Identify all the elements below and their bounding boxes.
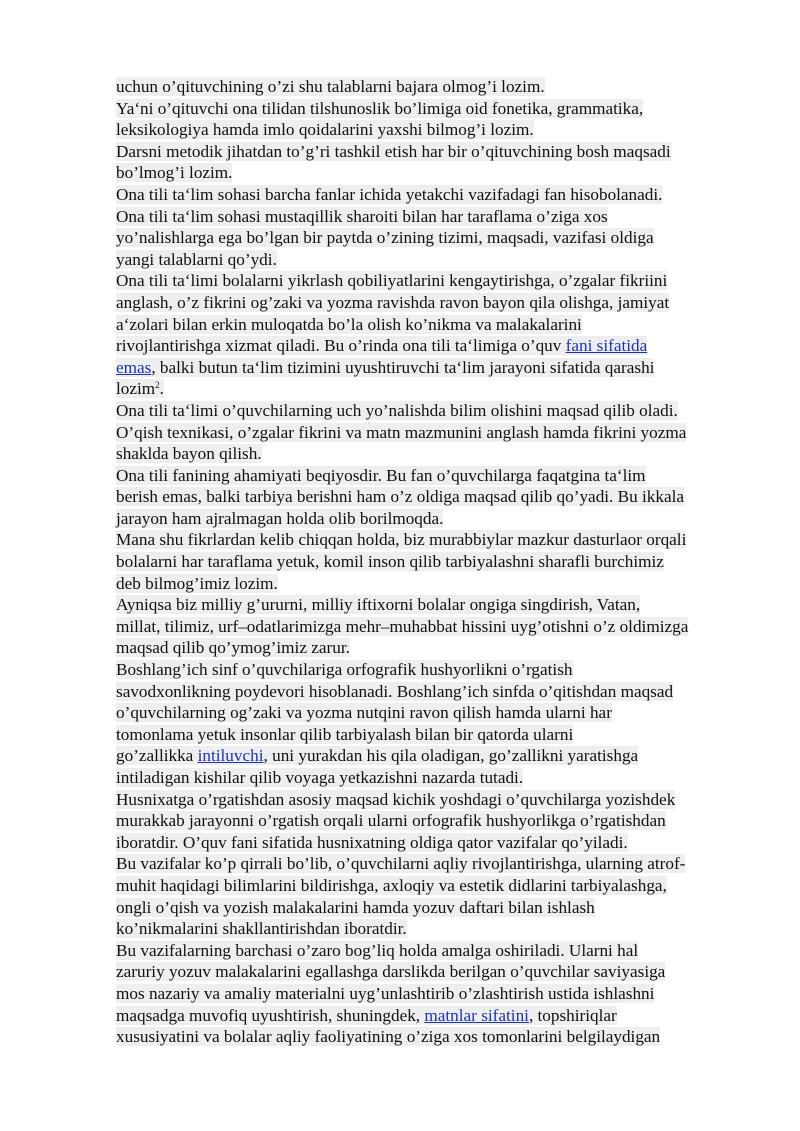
text-run: . xyxy=(159,379,164,399)
text-run: deb bilmog’imiz lozim. xyxy=(116,573,278,593)
text-run: Ona tili ta‘limi bolalarni yikrlash qobiliyatlarini kengaytirishga, o’zgalar fikriini xyxy=(116,271,668,291)
highlighted-text xyxy=(116,163,232,182)
text-line xyxy=(116,702,756,724)
highlighted-text xyxy=(116,99,643,118)
text-line xyxy=(116,961,756,983)
text-run: zaruriy yozuv malakalarini egallashga darslikda berilgan o’quvchilar saviyasiga xyxy=(116,962,666,982)
highlighted-text xyxy=(116,941,638,960)
text-run: ko’nikmalarini shakllantirishdan iboratdir. xyxy=(116,919,407,939)
text-run: Husnixatga o’rgatishdan asosiy maqsad kichik yoshdagi o’quvchilarga yozishdek xyxy=(116,789,676,809)
highlighted-text xyxy=(116,876,667,895)
text-run: anglash, o’z fikrini og’zaki va yozma ravishda ravon bayon qila olishga, jamiyat xyxy=(116,292,670,312)
text-run: millat, tilimiz, urf–odatlarimizga mehr–muhabbat hissini uyg’otishni o’z oldimizga xyxy=(116,616,689,636)
highlighted-text xyxy=(116,444,262,463)
text-run: murakkab jarayonni o’rgatish orqali ularni orfografik hushyorlikga o’rgatishdan xyxy=(116,811,666,831)
text-run: Darsni metodik jihatdan to’g’ri tashkil etish har bir o’qituvchining bosh maqsadi xyxy=(116,141,671,161)
text-line xyxy=(116,918,756,940)
text-line xyxy=(116,573,756,595)
text-line xyxy=(116,745,756,767)
text-line xyxy=(116,853,756,875)
text-run: rivojlantirishga xizmat qiladi. Bu o’rinda ona tili ta‘limiga o’quv xyxy=(116,336,566,356)
footnote-marker: 2 xyxy=(155,380,160,391)
text-line xyxy=(116,400,756,422)
hyperlink[interactable]: intiluvchi xyxy=(197,746,264,766)
text-line xyxy=(116,162,756,184)
text-line xyxy=(116,681,756,703)
text-run: intiladigan kishilar qilib voyaga yetkazishni nazarda tutadi. xyxy=(116,768,524,787)
text-line xyxy=(116,1026,756,1048)
text-run: Ya‘ni o’qituvchi ona tilidan tilshunoslik bo’limiga oid fonetika, grammatika, xyxy=(116,98,644,118)
text-run: mos nazariy va amaliy materialni uyg’unlashtirib o’zlashtirish ustida ishlashni xyxy=(116,983,655,1003)
text-line xyxy=(116,724,756,746)
text-run: , balki butun ta‘lim tizimini uyushtiruvchi ta‘lim jarayoni sifatida qarashi xyxy=(151,357,655,377)
text-run: a‘zolari bilan erkin muloqatda bo’la olish ko’nikma va malakalarini xyxy=(116,314,582,334)
highlighted-text xyxy=(116,854,685,873)
text-run: yangi talablarni qo’ydi. xyxy=(116,249,277,269)
hyperlink[interactable]: fani sifatida xyxy=(565,336,648,356)
text-line xyxy=(116,832,756,854)
text-run: xususiyatini va bolalar aqliy faoliyatining o’ziga xos tomonlarini belgilaydigan xyxy=(116,1027,661,1047)
text-line xyxy=(116,529,756,551)
text-run: shaklda bayon qilish. xyxy=(116,444,262,464)
text-line xyxy=(116,98,756,120)
highlighted-text xyxy=(116,919,407,938)
text-run: bolalarni har taraflama yetuk, komil inson qilib tarbiyalashni sharafli burchimiz xyxy=(116,552,664,572)
text-run: Ona tili ta‘limi o’quvchilarning uch yo’nalishda bilim olishini maqsad qilib oladi. xyxy=(116,400,678,420)
text-run: uchun o’qituvchining o’zi shu talablarni bajara olmog’i lozim. xyxy=(116,77,545,96)
text-line xyxy=(116,875,756,897)
highlighted-text xyxy=(116,595,640,614)
text-line xyxy=(116,314,756,336)
highlighted-text xyxy=(116,768,523,787)
text-run: Ayniqsa biz milliy g’ururni, milliy iftixorni bolalar ongiga singdirish, Vatan, xyxy=(116,595,641,615)
text-line xyxy=(116,227,756,249)
highlighted-text xyxy=(116,574,278,593)
text-run: maqsadga muvofiq uyushtirish, shuningdek, xyxy=(116,1005,425,1025)
text-line xyxy=(116,422,756,444)
highlighted-text xyxy=(116,271,667,290)
text-line xyxy=(116,141,756,163)
highlighted-text xyxy=(116,1027,660,1046)
text-run: berish emas, balki tarbiya berishni ham o’z oldiga maqsad qilib qo’yadi. Bu ikkala xyxy=(116,487,685,507)
highlighted-text xyxy=(116,984,654,1003)
text-run: Boshlang’ich sinf o’quvchilariga orfografik hushyorlikni o’rgatish xyxy=(116,660,573,680)
highlighted-text xyxy=(116,379,164,398)
text-line xyxy=(116,206,756,228)
text-line xyxy=(116,897,756,919)
highlighted-text xyxy=(116,638,350,657)
highlighted-text xyxy=(116,142,671,161)
document-body xyxy=(116,76,756,1048)
text-line xyxy=(116,184,756,206)
highlighted-text xyxy=(116,250,277,269)
highlighted-text xyxy=(116,617,688,636)
highlighted-text xyxy=(116,120,534,139)
text-line xyxy=(116,508,756,530)
text-run: Ona tili ta‘lim sohasi barcha fanlar ichida yetakchi vazifadagi fan hisobolanadi. xyxy=(116,184,663,204)
text-run: yo’nalishlarga ega bo’lgan bir paytda o’zining tizimi, maqsadi, vazifasi oldiga xyxy=(116,228,654,248)
text-line xyxy=(116,616,756,638)
highlighted-text xyxy=(116,682,673,701)
highlighted-text xyxy=(116,811,666,830)
text-line xyxy=(116,76,756,98)
text-line xyxy=(116,270,756,292)
highlighted-text xyxy=(116,466,646,485)
text-line xyxy=(116,335,756,357)
highlighted-text xyxy=(116,401,678,420)
text-line xyxy=(116,1005,756,1027)
highlighted-text xyxy=(116,77,545,96)
text-line xyxy=(116,465,756,487)
text-run: muhit haqidagi bilimlarini bildirishga, axloqiy va estetik didlarini tarbiyalashga, xyxy=(116,875,667,895)
text-line xyxy=(116,443,756,465)
text-run: , uni yurakdan his qila oladigan, go’zallikni yaratishga xyxy=(263,746,639,766)
highlighted-text xyxy=(116,725,573,744)
text-run: Bu vazifalarning barchasi o’zaro bog’liq holda amalga oshiriladi. Ularni hal xyxy=(116,940,639,960)
highlighted-text xyxy=(116,293,669,312)
text-line xyxy=(116,357,756,379)
text-run: savodxonlikning poydevori hisoblanadi. Boshlang’ich sinfda o’qitishdan maqsad xyxy=(116,681,674,701)
highlighted-text xyxy=(116,358,654,377)
text-line xyxy=(116,637,756,659)
text-line xyxy=(116,767,756,789)
text-line xyxy=(116,810,756,832)
text-line xyxy=(116,119,756,141)
text-line xyxy=(116,551,756,573)
text-line xyxy=(116,486,756,508)
text-line xyxy=(116,249,756,271)
highlighted-text xyxy=(116,790,675,809)
text-run: Bu vazifalar ko’p qirrali bo’lib, o’quvchilarni aqliy rivojlantirishga, ularning atrof- xyxy=(116,854,686,874)
text-run: bo’lmog’i lozim. xyxy=(116,163,233,183)
text-run: O’qish texnikasi, o’zgalar fikrini va matn mazmunini anglash hamda fikrini yozma xyxy=(116,422,687,442)
highlighted-text xyxy=(116,336,647,355)
highlighted-text xyxy=(116,552,664,571)
text-run: maqsad qilib qo’ymog’imiz zarur. xyxy=(116,638,350,658)
text-line xyxy=(116,940,756,962)
highlighted-text xyxy=(116,315,582,334)
highlighted-text xyxy=(116,530,686,549)
highlighted-text xyxy=(116,185,662,204)
text-line xyxy=(116,292,756,314)
text-line xyxy=(116,594,756,616)
text-run: Ona tili ta‘lim sohasi mustaqillik sharoiti bilan har taraflama o’ziga xos xyxy=(116,206,608,226)
highlighted-text xyxy=(116,207,608,226)
highlighted-text xyxy=(116,962,665,981)
hyperlink[interactable]: emas xyxy=(116,357,152,377)
text-run: tomonlama yetuk insonlar qilib tarbiyalash bilan bir qatorda ularni xyxy=(116,724,574,744)
highlighted-text xyxy=(116,509,443,528)
highlighted-text xyxy=(116,660,573,679)
highlighted-text xyxy=(116,228,654,247)
text-line xyxy=(116,983,756,1005)
text-run: go’zallikka xyxy=(116,746,198,766)
text-run: Mana shu fikrlardan kelib chiqqan holda, biz murabbiylar mazkur dasturlaor orqali xyxy=(116,530,687,550)
text-run: o’quvchilarning og’zaki va yozma nutqini ravon qilish hamda ularni har xyxy=(116,703,612,723)
highlighted-text xyxy=(116,703,612,722)
highlighted-text xyxy=(116,1006,617,1025)
highlighted-text xyxy=(116,487,684,506)
text-line xyxy=(116,378,756,400)
text-run: ongli o’qish va yozish malakalarini hamda yozuv daftari bilan ishlash xyxy=(116,897,595,917)
text-run: leksikologiya hamda imlo qoidalarini yaxshi bilmog’i lozim. xyxy=(116,120,534,140)
highlighted-text xyxy=(116,898,595,917)
text-line xyxy=(116,659,756,681)
highlighted-text xyxy=(116,833,628,852)
text-run: , topshiriqlar xyxy=(528,1005,617,1025)
highlighted-text xyxy=(116,423,686,442)
hyperlink[interactable]: matnlar sifatini xyxy=(424,1005,529,1025)
text-line xyxy=(116,789,756,811)
text-run: lozim xyxy=(116,379,156,399)
highlighted-text xyxy=(116,746,638,765)
text-run: iboratdir. O’quv fani sifatida husnixatning oldiga qator vazifalar qo’yiladi. xyxy=(116,832,628,852)
text-run: Ona tili fanining ahamiyati beqiyosdir. Bu fan o’quvchilarga faqatgina ta‘lim xyxy=(116,465,646,485)
text-run: jarayon ham ajralmagan holda olib borilmoqda. xyxy=(116,508,444,528)
